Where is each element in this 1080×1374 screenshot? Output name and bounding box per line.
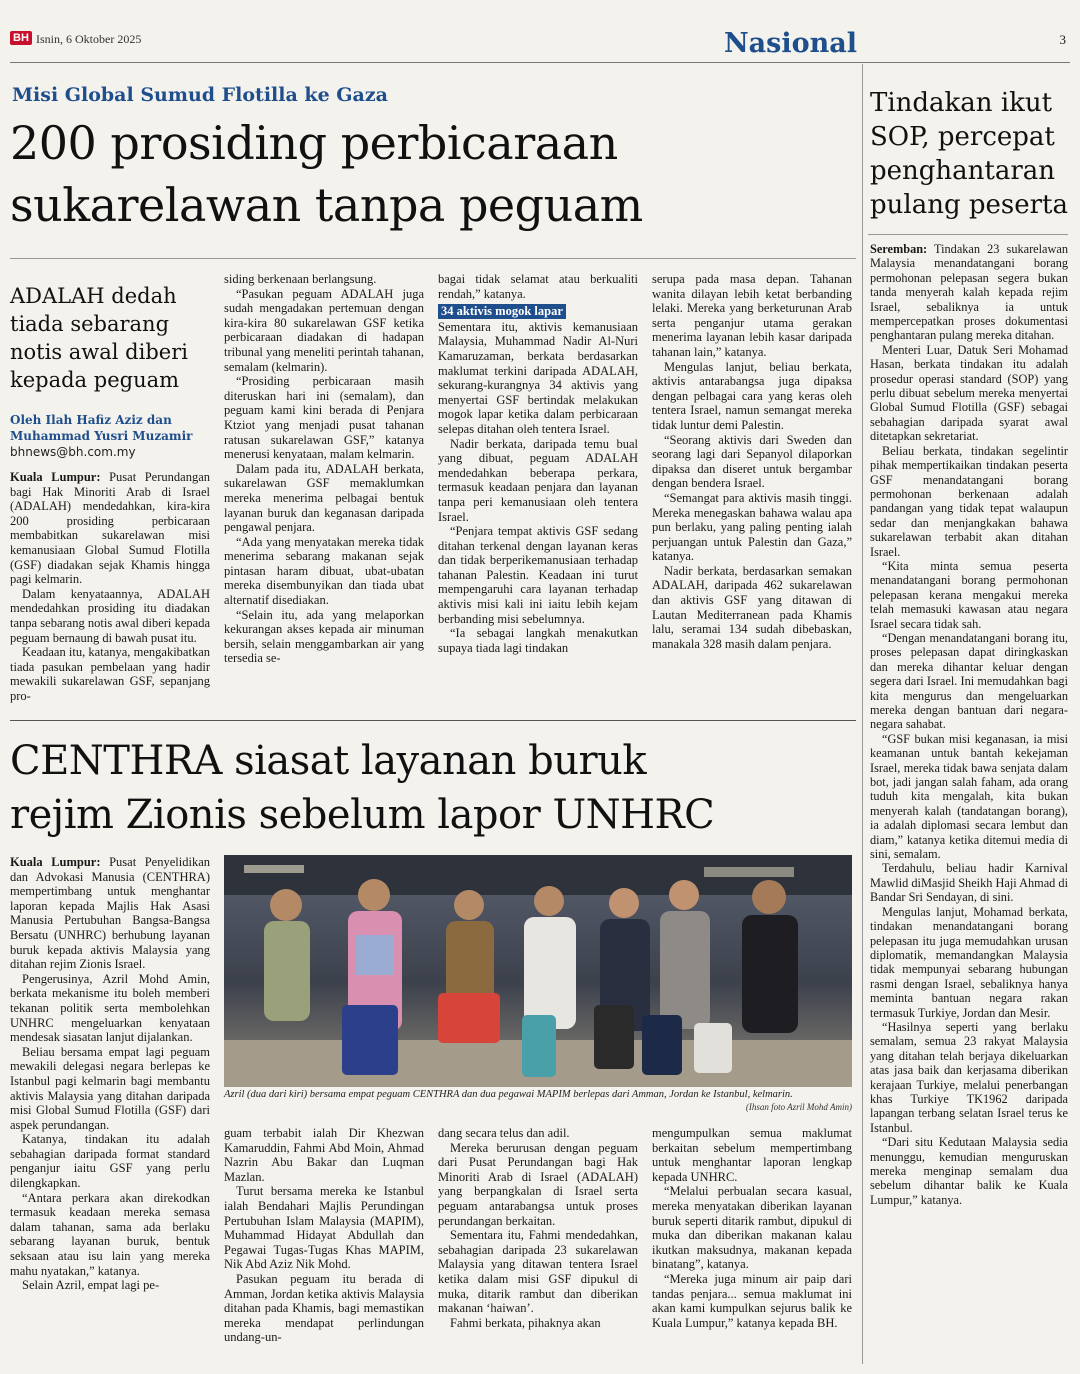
paragraph-text: “Ada yang menyatakan mereka tidak menerima sebarang makanan sejak pintasan haram dibuat, ubat-ubatan mereka disembunyikan dan tiada ubat alternatif disediakan.	[224, 534, 424, 608]
paragraph-text: “Kita minta semua peserta menandatangani borang permohonan pelepasan kerana mengakui mereka telah memasuki kawasan atau negara Israel secara tidak sah.	[870, 558, 1068, 631]
paragraph-text: Tindakan 23 sukarelawan Malaysia menandatangani borang permohonan pelepasan segera bukan tanda menyerah kalah kepada rejim Israel, sebaliknya ia untuk mempercepatkan proses dokumentasi penghantaran pulang mereka ditahan.	[870, 242, 1068, 343]
sidebar-body	[870, 242, 1068, 1207]
paragraph	[438, 437, 638, 525]
paragraph	[870, 343, 1068, 444]
paragraph-text: “Hasilnya seperti yang berlaku semalam, semua 23 rakyat Malaysia yang ditahan telah berjaya dikeluarkan atas jasa baik dan kerjasama diberikan kerajaan Turkiye, melalui penerbangan khas Turkiye TK1962 daripada lapangan terbang selatan Israel terus ke Istanbul.	[870, 1019, 1068, 1135]
paragraph	[652, 360, 852, 433]
paragraph-text: “Dengan menandatangani borang itu, proses pelepasan dapat diringkaskan dan mereka dihantar keluar dengan segera dari Israel. Ini memudahkan bagi kita mengurus dan mengeluarkan mereka dengan bantuan dari negara-negara sahabat.	[870, 630, 1068, 732]
paragraph-text: “Dari situ Kedutaan Malaysia sedia menunggu, kemudian menguruskan mereka menginap semalam dua sebelum dihantar balik ke Kuala Lumpur,” katanya.	[870, 1135, 1068, 1207]
story-divider	[10, 720, 856, 721]
sidebar-headline	[870, 86, 1070, 222]
paragraph-text: Beliau berkata, tindakan segelintir pihak mempertikaikan tindakan peserta GSF menandatangani borang permohonan berkenaan adalah pandangan yang tidak tepat walaupun sedar dan menjangkakan bahawa sukarelawan terbabit akan ditahan Israel.	[870, 443, 1068, 559]
paragraph-text: Sementara itu, aktivis kemanusiaan Malaysia, Muhammad Nadir Al-Nuri Kamaruzaman, berkata berdasarkan maklumat terkini daripada ADALAH, sekurang-kurangnya 34 aktivis yang menyertai GSF bertindak melakukan mogok lapar ketika dalam perbicaraan selepas ditahan oleh tentera Israel.	[438, 319, 638, 436]
paragraph-text: Pasukan peguam itu berada di Amman, Jordan ketika aktivis Malaysia ditahan pada Khamis, bagi memastikan mereka mendapat perlindungan undang-un-	[224, 1271, 424, 1345]
bh-logo: BH	[10, 31, 32, 45]
paragraph-text: Beliau bersama empat lagi peguam mewakili delegasi negara berlepas ke Istanbul pagi kelmarin bagi membantu aktivis Malaysia yang ditahan daripada misi Global Sumud Flotilla (GSF) dari aspek perundangan.	[10, 1044, 210, 1132]
main-column-3	[438, 272, 638, 655]
paragraph	[10, 470, 210, 587]
paragraph-text: Mengulas lanjut, beliau berkata, aktivis antarabangsa juga dipaksa dengan pelbagai cara yang keras oleh tentera Israel, namun semangat mereka tidak luntur demi Palestin.	[652, 359, 852, 432]
sidebar-headline-line: pulang peserta	[870, 190, 1068, 220]
paragraph-text: “Prosiding perbicaraan masih diteruskan hari ini (semalam), dan peguam kami kini berada di Penjara Ktziot yang menjadi pusat tahanan ratusan sukarelawan GSF,” katanya menerusi kenyataan, malam kelmarin.	[224, 374, 424, 462]
crosshead: 34 aktivis mogok lapar	[438, 304, 566, 319]
paragraph	[870, 1020, 1068, 1135]
paragraph-text: Pusat Perundangan bagi Hak Minoriti Arab di Israel (ADALAH) mendedahkan, kira-kira 200 prosiding perbicaraan membabitkan sukarelawan misi kemanusiaan Global Sumud Flotilla (GSF) diadakan sejak Khamis hingga pagi kelmarin.	[10, 470, 210, 587]
paragraph-text: Menteri Luar, Datuk Seri Mohamad Hasan, berkata tindakan itu adalah prosedur operasi standard (SOP) yang perlu dibuat sebelum mereka menyertai Global Sumud Flotilla (GSF) sebagai sebahagian daripada syarat awal ditetapkan sekretariat.	[870, 342, 1068, 444]
issue-date: Isnin, 6 Oktober 2025	[36, 32, 142, 46]
paragraph-text: siding berkenaan berlangsung.	[224, 272, 377, 286]
paragraph	[10, 587, 210, 645]
paragraph-text: bagai tidak selamat atau berkualiti rendah,” katanya.	[438, 272, 638, 301]
dateline: Kuala Lumpur:	[10, 855, 101, 869]
main-headline-line: sukarelawan tanpa peguam	[10, 178, 643, 232]
masthead	[10, 28, 1070, 63]
photo-caption: Azril (dua dari kiri) bersama empat peguam CENTHRA dan dua pegawai MAPIM berlepas dari Amman, Jordan ke Istanbul, kelmarin.	[224, 1089, 793, 1100]
dateline: Kuala Lumpur:	[10, 470, 101, 484]
paragraph-text: mengumpulkan semua maklumat berkaitan sebelum mempertimbang untuk menghantar laporan lengkap kepada UNHRC.	[652, 1126, 852, 1184]
main-column-4	[652, 272, 852, 651]
group-photo	[224, 855, 852, 1087]
paragraph-text: Katanya, tindakan itu adalah sebahagian daripada format standard penganjur iaitu GSF yang perlu dilengkapkan.	[10, 1132, 210, 1191]
second-column-1	[10, 855, 210, 1293]
main-column-1	[10, 470, 210, 704]
photo-credit: (Ihsan foto Azril Mohd Amin)	[745, 1102, 852, 1112]
paragraph	[438, 1316, 638, 1331]
second-headline-line: CENTHRA siasat layanan buruk	[10, 738, 647, 784]
paragraph	[870, 1135, 1068, 1207]
main-subhead	[10, 282, 215, 394]
paragraph	[224, 1272, 424, 1345]
paragraph-text: Fahmi berkata, pihaknya akan	[450, 1315, 601, 1330]
paragraph	[224, 535, 424, 608]
paragraph	[10, 855, 210, 972]
paragraph	[10, 1045, 210, 1133]
paragraph	[438, 1126, 638, 1141]
paragraph-text: Turut bersama mereka ke Istanbul ialah Bendahari Majlis Perundingan Pertubuhan Islam Malaysia (MAPIM), Muhammad Hidayat Abdullah dan Pegawai Tugas-Tugas Khas MAPIM, Nik Abd Aziz Nik Mohd.	[224, 1184, 424, 1272]
sidebar-headline-line: SOP, percepat	[870, 122, 1055, 152]
paragraph-text: “Selain itu, ada yang melaporkan kekurangan akses kepada air minuman bersih, selain menggambarkan air yang tersedia se-	[224, 607, 424, 666]
paragraph	[870, 559, 1068, 631]
paragraph	[652, 564, 852, 652]
paragraph	[438, 524, 638, 626]
paragraph-text: Dalam kenyataannya, ADALAH mendedahkan prosiding itu diadakan tanpa sebarang notis awal diberi kepada peguam bernaung di bawah pusat itu.	[10, 586, 210, 645]
paragraph	[652, 1184, 852, 1272]
byline: Muhammad Yusri Muzamir	[10, 429, 193, 443]
page-number: 3	[1059, 32, 1066, 47]
paragraph	[438, 301, 638, 320]
paragraph	[224, 608, 424, 666]
second-column-2	[224, 1126, 424, 1345]
byline-block	[10, 412, 215, 460]
paragraph	[224, 374, 424, 462]
sidebar-headline-line: penghantaran	[870, 156, 1056, 186]
paragraph	[870, 732, 1068, 862]
paragraph	[652, 1272, 852, 1330]
paragraph	[438, 320, 638, 437]
paragraph	[224, 287, 424, 375]
paragraph	[652, 1126, 852, 1184]
section-title: Nasional	[724, 28, 858, 59]
group-photo-illustration	[224, 855, 852, 1087]
paragraph-text: Selain Azril, empat lagi pe-	[22, 1278, 160, 1293]
paragraph-text: Nadir berkata, daripada temu bual yang dibuat, peguam ADALAH mendedahkan beberapa perkara, termasuk keadaan penjara dan layanan tanpa peri kemanusiaan oleh tentera Israel.	[438, 436, 638, 524]
headline-rule	[10, 258, 856, 259]
paragraph	[10, 1132, 210, 1190]
paragraph-text: Nadir berkata, berdasarkan semakan ADALAH, daripada 462 sukarelawan dan aktivis GSF yang ditawan di Lautan Mediterranean pada Khamis lalu, seramai 134 sudah dibebaskan, manakala 328 masih dalam penjara.	[652, 563, 852, 651]
paragraph-text: “GSF bukan misi keganasan, ia misi keamanan untuk bantah kekejaman Israel, mereka tidak bawa senjata dalam bot, jadi jangan salah faham, ada orang tuduh kita mengalah, kita bukan menyerah kalah (tandatangan borang), ia adalah diplomasi secara lembut dan diam,” katanya ketika ditemui media di sini, semalam.	[870, 731, 1068, 862]
paragraph	[652, 433, 852, 491]
paragraph-text: Keadaan itu, katanya, mengakibatkan tiada pasukan pembelaan yang hadir mewakili sukarelawan GSF, sepanjang pro-	[10, 645, 210, 703]
paragraph	[224, 272, 424, 287]
paragraph	[870, 631, 1068, 732]
paragraph-text: Pengerusinya, Azril Mohd Amin, berkata mekanisme itu boleh memberi tekanan politik serta membolehkan UNHRC mengeluarkan kenyataan mendesak siasatan lanjut dijalankan.	[10, 971, 210, 1045]
author-email[interactable]: bhnews@bh.com.my	[10, 445, 136, 459]
subhead-line: notis awal diberi	[10, 340, 188, 364]
paragraph-text: guam terbabit ialah Dir Khezwan Kamaruddin, Fahmi Abd Moin, Ahmad Nazrin Abu Bakar dan Luqman Mazlan.	[224, 1126, 424, 1184]
subhead-line: tiada sebarang	[10, 312, 170, 336]
subhead-line: ADALAH dedah	[10, 284, 177, 308]
paragraph	[10, 1278, 210, 1293]
paragraph-text: “Semangat para aktivis masih tinggi. Mereka menegaskan bahawa walau apa pun berlaku, yang paling penting ialah perjuangan untuk Palestin dan Gaza,” katanya.	[652, 490, 852, 564]
paragraph-text: “Penjara tempat aktivis GSF sedang ditahan terkenal dengan layanan keras dan tidak berperikemanusiaan terhadap tahanan Palestin. Keadaan ini turut mempengaruhi cara layanan terhadap aktivis misi kali ini iaitu lebih kejam berbanding misi sebelumnya.	[438, 524, 638, 626]
paragraph-text: Mereka berurusan dengan peguam dari Pusat Perundangan bagi Hak Minoriti Arab di Israel (ADALAH) yang berpangkalan di Israel serta peguam antarabangsa untuk proses perundangan berkaitan.	[438, 1140, 638, 1228]
paragraph	[10, 645, 210, 703]
paragraph-text: “Mereka juga minum air paip dari tandas penjara... semua maklumat ini akan kami kumpulkan sejurus balik ke Kuala Lumpur,” katanya kepada BH.	[652, 1271, 852, 1330]
paragraph	[652, 491, 852, 564]
paragraph	[870, 444, 1068, 559]
main-kicker: Misi Global Sumud Flotilla ke Gaza	[12, 84, 388, 106]
paragraph-text: “Pasukan peguam ADALAH juga sudah mengadakan pertemuan dengan kira-kira 80 sukarelawan GSF ketika perbicaraan diadakan di hadapan tribunal yang meneliti perintah tahanan, semalam (kelmarin).	[224, 286, 424, 374]
main-column-2	[224, 272, 424, 666]
paragraph-text: “Antara perkara akan direkodkan termasuk keadaan mereka semasa dalam tahanan, sama ada berlaku sebarang layanan buruk, bentuk seksaan atau isu lain yang mereka mahu nyatakan,” katanya.	[10, 1190, 210, 1278]
byline: Oleh Ilah Hafiz Aziz dan	[10, 413, 172, 427]
paragraph-text: Mengulas lanjut, Mohamad berkata, tindakan menandatangani borang pelepasan itu juga memudahkan urusan diplomatik, memandangkan Malaysia tidak mempunyai sebarang hubungan rasmi dengan Israel, sebaliknya hanya meminta bantuan negara rakan termasuk Turkiye, Jordan dan Mesir.	[870, 904, 1068, 1020]
paragraph	[438, 626, 638, 655]
paragraph	[224, 1126, 424, 1184]
paragraph-text: “Seorang aktivis dari Sweden dan seorang lagi dari Sepanyol dilaporkan dipaksa dan diseret untuk bergambar dengan bendera Israel.	[652, 432, 852, 491]
second-column-4	[652, 1126, 852, 1330]
second-headline-line: rejim Zionis sebelum lapor UNHRC	[10, 792, 715, 838]
main-headline-line: 200 prosiding perbicaraan	[10, 116, 618, 170]
paragraph	[224, 1184, 424, 1272]
second-headline	[10, 734, 860, 842]
main-headline	[10, 112, 860, 236]
sidebar-divider	[862, 64, 863, 1364]
subhead-line: kepada peguam	[10, 368, 180, 392]
paragraph	[438, 1141, 638, 1229]
paragraph-text: “Melalui perbualan secara kasual, mereka menyatakan diberikan layanan buruk seperti ditarik rambut, dipukul di muka dan diberikan makanan kalau ikutkan maksudnya, makanan kepada binatang”, katanya.	[652, 1184, 852, 1272]
dateline: Seremban:	[870, 242, 928, 256]
paragraph	[438, 1228, 638, 1316]
sidebar-headline-line: Tindakan ikut	[870, 88, 1053, 118]
paragraph-text: Sementara itu, Fahmi mendedahkan, sebahagian daripada 23 sukarelawan Malaysia yang ditawan tentera Israel ketika dalam misi GSF dipukul di muka, ditarik rambut dan diberikan makanan ‘haiwan’.	[438, 1228, 638, 1316]
paragraph-text: Pusat Penyelidikan dan Advokasi Manusia (CENTHRA) mempertimbang untuk menghantar laporan kepada Majlis Hak Asasi Manusia Pertubuhan Bangsa-Bangsa Bersatu (UNHRC) berhubung layanan buruk kepada aktivis Malaysia yang ditahan rejim Zionis Israel.	[10, 855, 210, 972]
paragraph-text: Terdahulu, beliau hadir Karnival Mawlid diMasjid Sheikh Haji Ahmad di Bandar Sri Sendayan, di sini.	[870, 861, 1068, 905]
paragraph	[10, 1191, 210, 1279]
paragraph-text: “Ia sebagai langkah menakutkan supaya tiada lagi tindakan	[438, 626, 638, 655]
paragraph-text: Dalam pada itu, ADALAH berkata, sukarelawan GSF memaklumkan mereka menerima pelbagai bentuk layanan buruk dan keganasan daripada pengawal penjara.	[224, 461, 424, 535]
second-column-3	[438, 1126, 638, 1330]
paragraph	[10, 972, 210, 1045]
paragraph	[870, 242, 1068, 343]
paragraph	[870, 905, 1068, 1020]
paragraph	[870, 861, 1068, 904]
sidebar-headline-rule	[868, 234, 1068, 235]
paragraph-text: dang secara telus dan adil.	[438, 1126, 570, 1140]
paragraph-text: serupa pada masa depan. Tahanan wanita dilayan lebih ketat berbanding lelaki. Mereka yang berketurunan Arab serta penganjur utama gerakan menerima layanan lebih kasar daripada tahanan lain,” katanya.	[652, 272, 852, 359]
paragraph	[438, 272, 638, 301]
paragraph	[652, 272, 852, 360]
paragraph	[224, 462, 424, 535]
